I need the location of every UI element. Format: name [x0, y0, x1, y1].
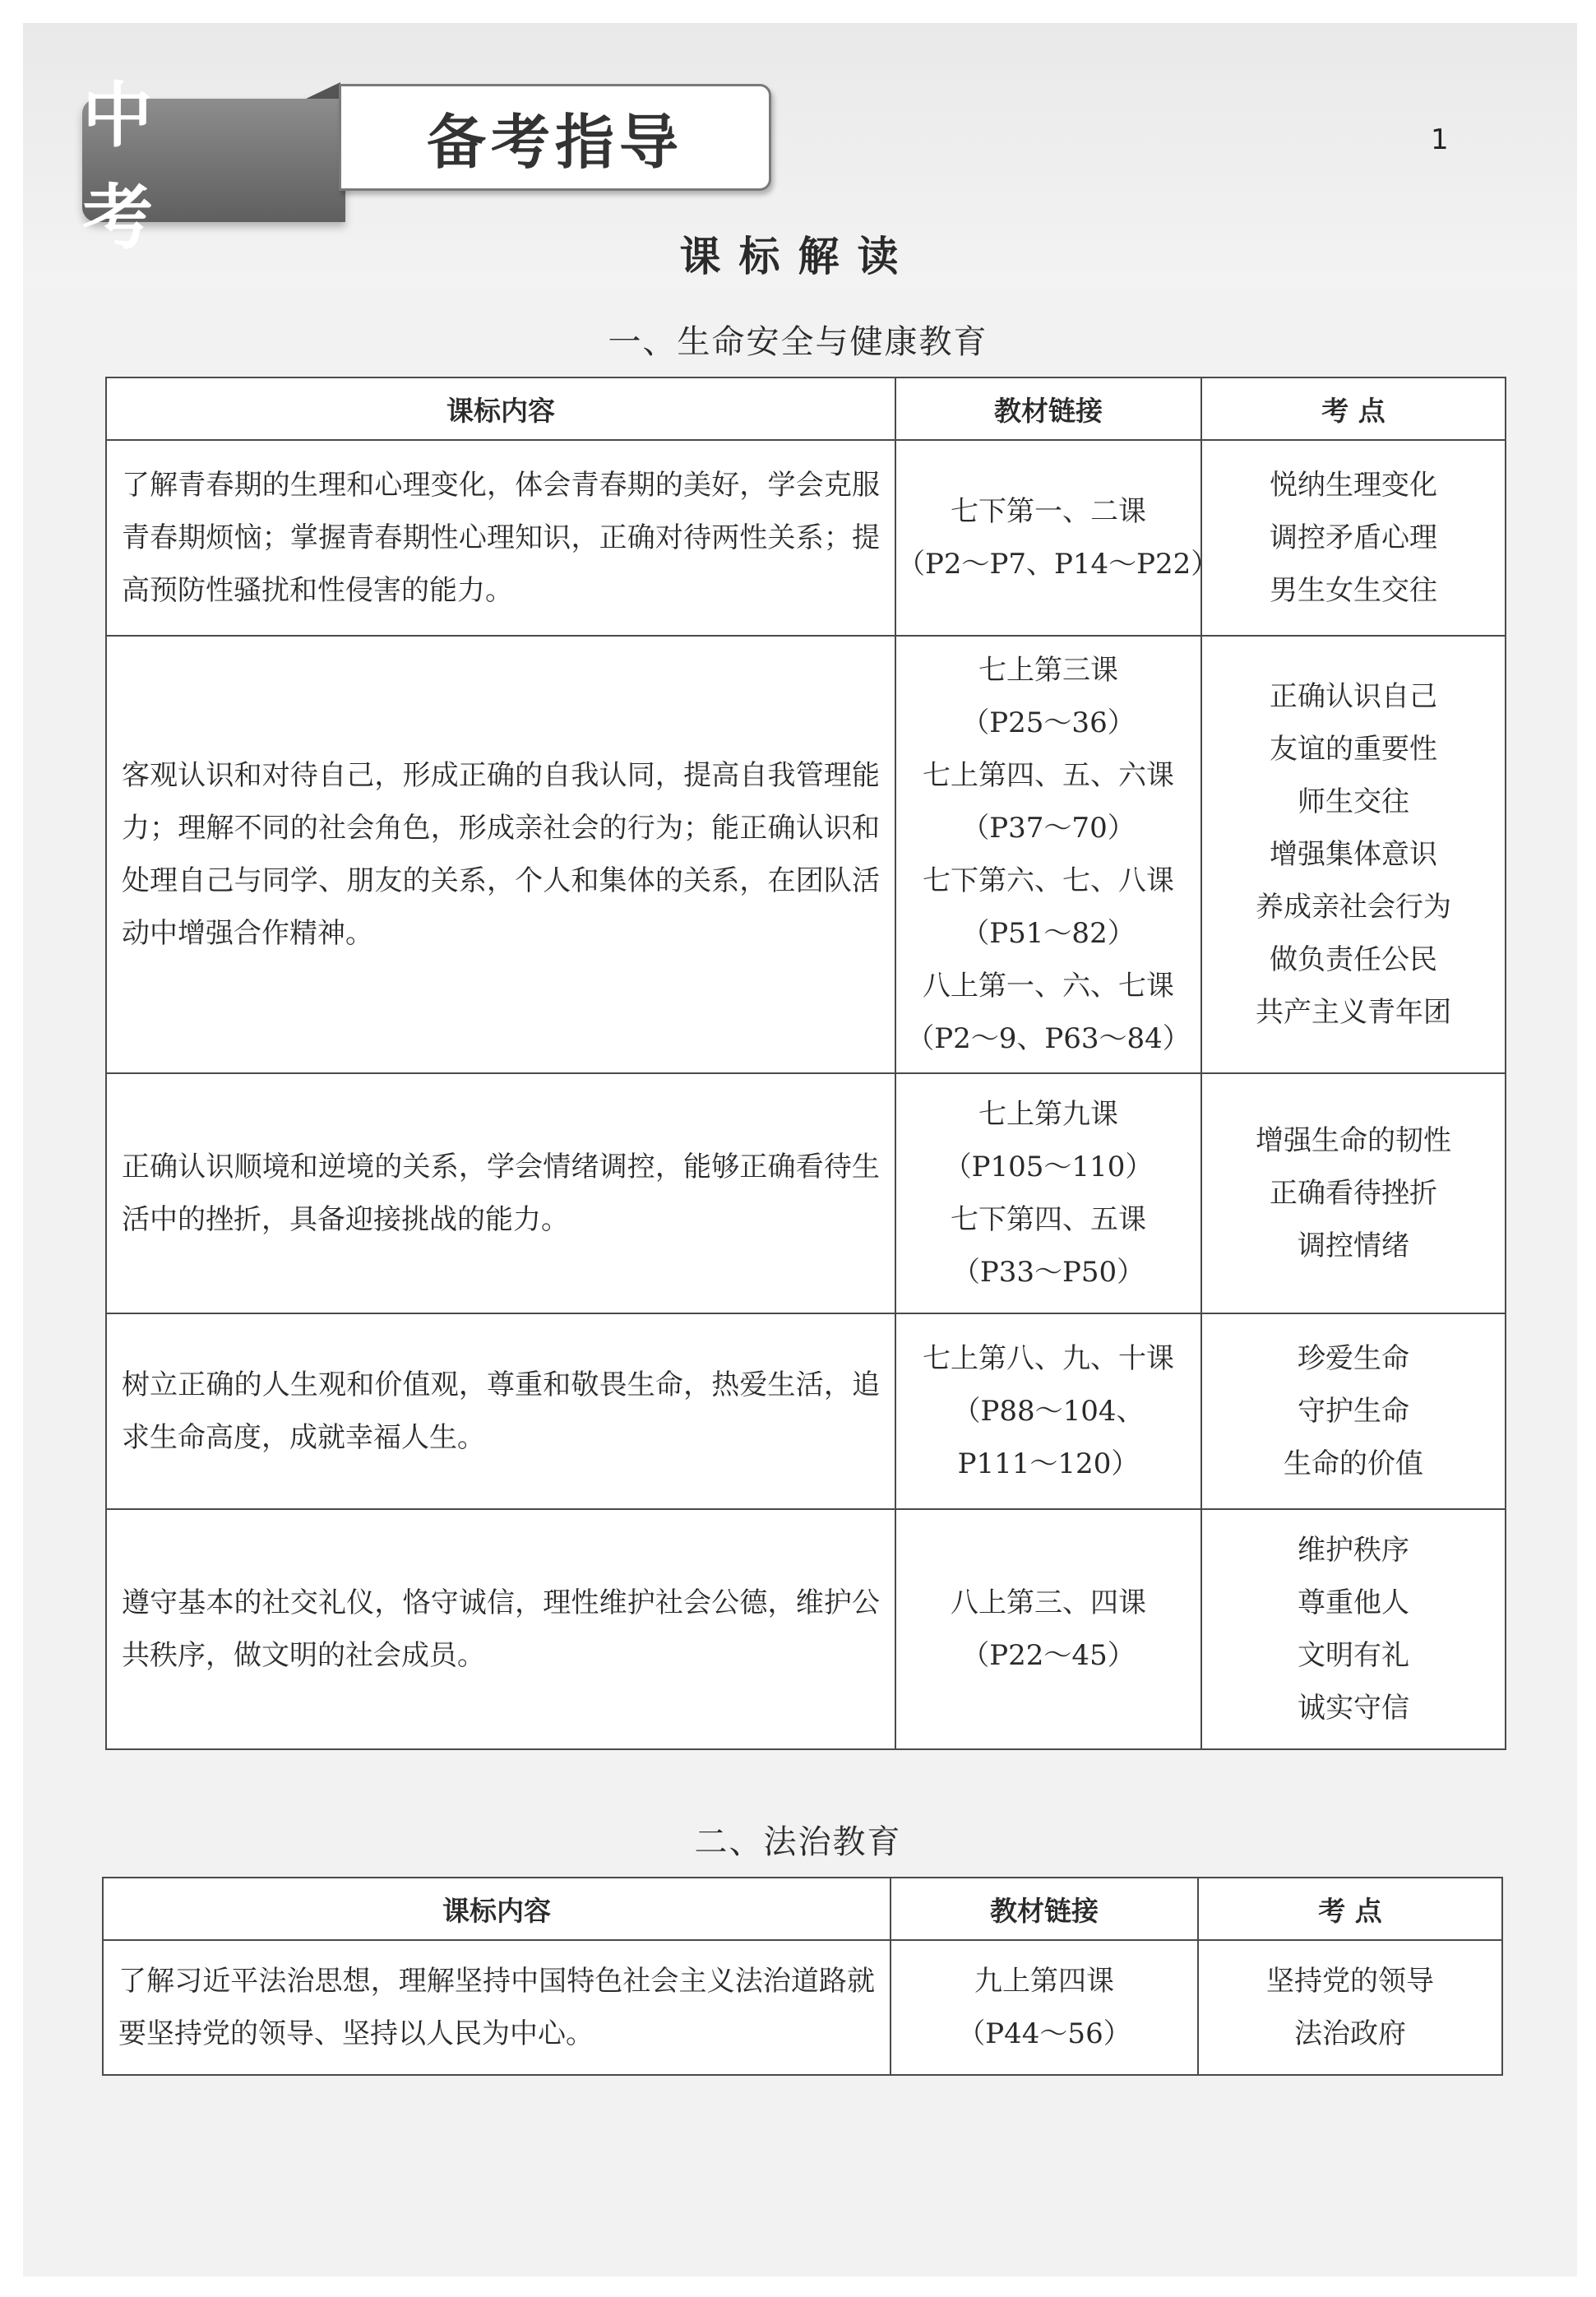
- point-line: 生命的价值: [1284, 1447, 1423, 1480]
- column-header-content: 课标内容: [106, 377, 895, 440]
- link-line: 七下第六、七、八课: [923, 864, 1174, 897]
- point-line: 增强集体意识: [1270, 838, 1437, 871]
- point-line: 增强生命的韧性: [1256, 1124, 1451, 1157]
- link-line: 七上第八、九、十课: [923, 1342, 1174, 1375]
- link-line: 七上第九课: [978, 1098, 1118, 1131]
- link-line: （P51～82）: [961, 917, 1136, 950]
- exam-points: [1201, 636, 1506, 1073]
- link-line: 七上第四、五、六课: [923, 759, 1174, 792]
- standard-content: 了解习近平法治思想，理解坚持中国特色社会主义法治道路就要坚持党的领导、坚持以人民为中心。: [103, 1940, 891, 2075]
- page-number: 1: [1431, 123, 1449, 156]
- link-line: 八上第一、六、七课: [923, 970, 1174, 1003]
- point-line: 文明有礼: [1298, 1639, 1409, 1672]
- table-row: [106, 1509, 1506, 1749]
- textbook-links: [895, 1313, 1201, 1509]
- link-line: （P2～9、P63～84）: [906, 1022, 1191, 1055]
- standards-table-law: [102, 1877, 1503, 2076]
- point-line: 珍爱生命: [1298, 1342, 1409, 1375]
- section-title-health: 一、生命安全与健康教育: [608, 323, 988, 361]
- exam-badge: 中 考: [82, 99, 345, 222]
- link-line: （P44～56）: [957, 2017, 1131, 2050]
- table-row: [106, 636, 1506, 1073]
- standard-content: 树立正确的人生观和价值观，尊重和敬畏生命，热爱生活，追求生命高度，成就幸福人生。: [106, 1313, 895, 1509]
- standard-content: 客观认识和对待自己，形成正确的自我认同，提高自我管理能力；理解不同的社会角色，形成亲社会的行为；能正确认识和处理自己与同学、朋友的关系，个人和集体的关系，在团队活动中增强合作精神。: [106, 636, 895, 1073]
- link-line: 七下第一、二课: [951, 495, 1146, 528]
- column-header-points: 考 点: [1201, 377, 1506, 440]
- exam-points: [1201, 440, 1506, 636]
- column-header-points: 考 点: [1198, 1878, 1502, 1940]
- link-line: 七下第四、五课: [951, 1203, 1146, 1236]
- link-line: （P22～45）: [961, 1639, 1136, 1672]
- exam-points: [1198, 1940, 1502, 2075]
- point-line: 正确认识自己: [1270, 680, 1437, 713]
- standards-table-health: [105, 377, 1506, 1750]
- exam-points: [1201, 1509, 1506, 1749]
- table-row: [106, 1073, 1506, 1313]
- point-line: 法治政府: [1294, 2017, 1406, 2050]
- textbook-links: [895, 440, 1219, 636]
- link-line: （P33～P50）: [951, 1256, 1145, 1289]
- link-line: 七上第三课: [978, 654, 1118, 687]
- point-line: 尊重他人: [1298, 1586, 1409, 1619]
- point-line: 做负责任公民: [1270, 943, 1437, 976]
- table-header-row: [103, 1878, 1502, 1940]
- exam-points: [1201, 1073, 1506, 1313]
- column-header-links: 教材链接: [895, 377, 1201, 440]
- point-line: 共产主义青年团: [1256, 996, 1451, 1029]
- point-line: 调控矛盾心理: [1270, 521, 1437, 554]
- guide-badge: 备考指导: [339, 84, 771, 191]
- point-line: 悦纳生理变化: [1270, 469, 1437, 502]
- point-line: 正确看待挫折: [1270, 1177, 1437, 1210]
- link-line: （P88～104、: [952, 1395, 1145, 1428]
- section-title-law: 二、法治教育: [694, 1823, 902, 1861]
- link-line: （P37～70）: [961, 812, 1136, 845]
- link-line: （P25～36）: [961, 706, 1136, 739]
- point-line: 诚实守信: [1298, 1692, 1409, 1725]
- table-row: [106, 1313, 1506, 1509]
- link-line: P111～120）: [957, 1447, 1140, 1480]
- table-header-row: [106, 377, 1506, 440]
- point-line: 师生交往: [1298, 785, 1409, 818]
- point-line: 友谊的重要性: [1270, 733, 1437, 766]
- table-row: [103, 1940, 1502, 2075]
- column-header-links: 教材链接: [891, 1878, 1198, 1940]
- textbook-links: [891, 1940, 1198, 2075]
- point-line: 维护秩序: [1298, 1534, 1409, 1567]
- link-line: （P105～110）: [943, 1151, 1154, 1183]
- link-line: 八上第三、四课: [951, 1586, 1146, 1619]
- link-line: 九上第四课: [974, 1965, 1114, 1998]
- standard-content: 遵守基本的社交礼仪，恪守诚信，理性维护社会公德，维护公共秩序，做文明的社会成员。: [106, 1509, 895, 1749]
- textbook-links: [895, 1073, 1201, 1313]
- standard-content: 了解青春期的生理和心理变化，体会青春期的美好，学会克服青春期烦恼；掌握青春期性心理知识，正确对待两性关系；提高预防性骚扰和性侵害的能力。: [106, 440, 895, 636]
- point-line: 守护生命: [1298, 1395, 1409, 1428]
- exam-points: [1201, 1313, 1506, 1509]
- point-line: 男生女生交往: [1270, 574, 1437, 607]
- table-row: [106, 440, 1506, 636]
- point-line: 调控情绪: [1298, 1230, 1409, 1262]
- textbook-links: [895, 1509, 1201, 1749]
- link-line: （P2～P7、P14～P22）: [897, 548, 1219, 581]
- page-title: 课标解读: [679, 233, 917, 280]
- column-header-content: 课标内容: [103, 1878, 891, 1940]
- point-line: 坚持党的领导: [1266, 1965, 1434, 1998]
- point-line: 养成亲社会行为: [1256, 891, 1451, 924]
- textbook-links: [895, 636, 1201, 1073]
- standard-content: 正确认识顺境和逆境的关系，学会情绪调控，能够正确看待生活中的挫折，具备迎接挑战的能力。: [106, 1073, 895, 1313]
